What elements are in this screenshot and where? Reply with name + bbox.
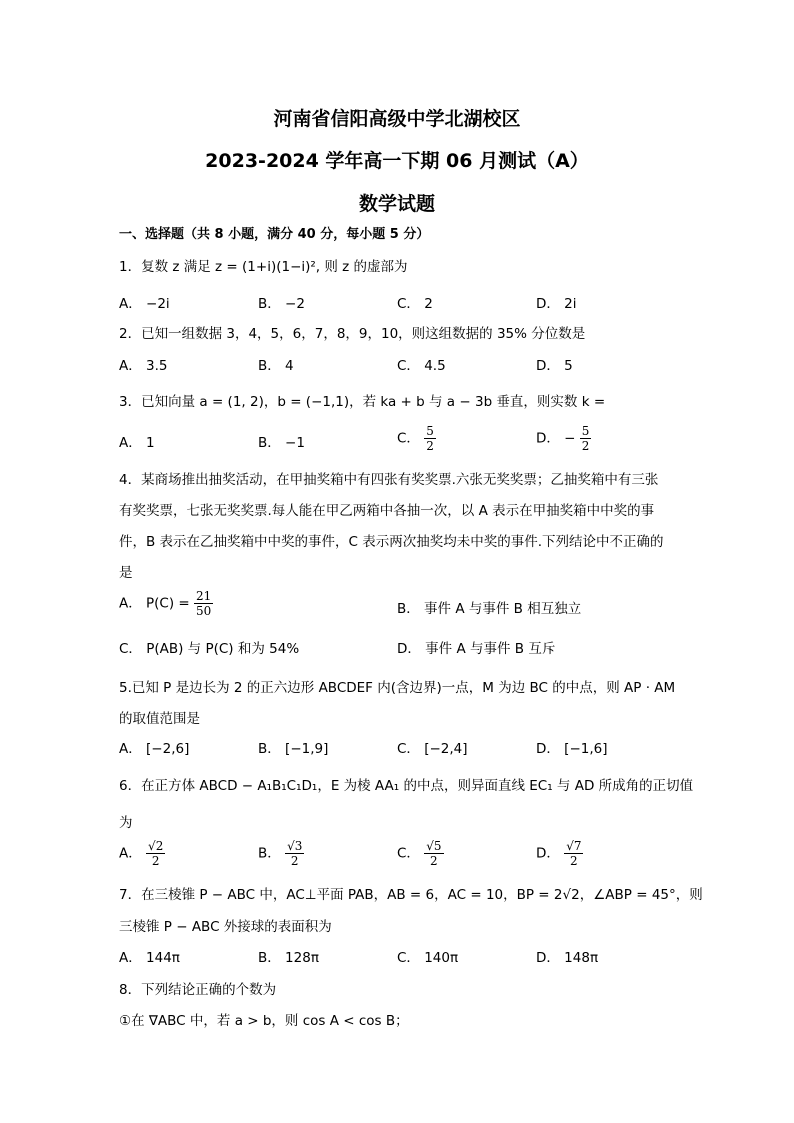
fraction-denominator: 2 bbox=[290, 854, 299, 868]
q6-option-b bbox=[258, 839, 304, 868]
fraction-denominator: 2 bbox=[581, 439, 590, 453]
question-8-stem: 8．下列结论正确的个数为 bbox=[119, 982, 277, 998]
q6-option-c-label: C． bbox=[397, 845, 420, 862]
q1-option-c: C． 2 bbox=[397, 296, 433, 312]
q6-option-c-fraction bbox=[424, 839, 443, 868]
q7-option-b: B． 128π bbox=[258, 950, 319, 966]
q4-option-a-fraction bbox=[194, 589, 213, 618]
school-title: 河南省信阳高级中学北湖校区 bbox=[273, 108, 521, 130]
subject-title: 数学试题 bbox=[358, 193, 435, 215]
q5-option-b: B． [−1,9] bbox=[258, 741, 329, 757]
fraction-denominator: 50 bbox=[196, 604, 212, 618]
question-4-line-2: 有奖奖票，七张无奖奖票.每人能在甲乙两箱中各抽一次，以 A 表示在甲抽奖箱中中奖的事 bbox=[119, 503, 655, 519]
q6-option-d-fraction bbox=[564, 839, 583, 868]
fraction-numerator: √5 bbox=[426, 839, 442, 853]
question-4-line-3: 件，B 表示在乙抽奖箱中中奖的事件，C 表示两次抽奖均未中奖的事件.下列结论中不正确的 bbox=[119, 534, 664, 550]
q6-option-c bbox=[397, 839, 444, 868]
question-1-stem: 1．复数 z 满足 z = (1+i)(1−i)², 则 z 的虚部为 bbox=[119, 259, 408, 275]
q5-option-a: A． [−2,6] bbox=[119, 741, 190, 757]
q6-option-a bbox=[119, 839, 165, 868]
q1-option-b: B． −2 bbox=[258, 296, 305, 312]
q3-option-c bbox=[397, 424, 436, 453]
q1-option-d: D． 2i bbox=[536, 296, 577, 312]
fraction-denominator: 2 bbox=[426, 439, 434, 453]
q5-option-d: D． [−1,6] bbox=[536, 741, 608, 757]
q6-option-a-label: A． bbox=[119, 845, 142, 862]
fraction-denominator: 2 bbox=[151, 854, 160, 868]
q3-option-c-fraction bbox=[424, 424, 436, 453]
q7-option-d: D． 148π bbox=[536, 950, 599, 966]
question-5-line-1: 5.已知 P 是边长为 2 的正六边形 ABCDEF 内(含边界)一点，M 为边 BC 的中点，则 AP · AM bbox=[119, 680, 676, 696]
q3-option-a: A． 1 bbox=[119, 435, 155, 451]
fraction-numerator: 5 bbox=[581, 424, 590, 438]
question-6-line-2: 为 bbox=[119, 815, 133, 831]
question-4-line-1: 4．某商场推出抽奖活动，在甲抽奖箱中有四张有奖奖票.六张无奖奖票；乙抽奖箱中有三张 bbox=[119, 472, 659, 488]
q6-option-a-fraction bbox=[146, 839, 165, 868]
q3-option-c-label: C． bbox=[397, 430, 420, 447]
q1-option-a: A． −2i bbox=[119, 296, 170, 312]
q2-option-c: C． 4.5 bbox=[397, 358, 446, 374]
exam-title: 2023-2024 学年高一下期 06 月测试（A） bbox=[205, 150, 589, 172]
question-6-line-1: 6．在正方体 ABCD − A₁B₁C₁D₁，E 为棱 AA₁ 的中点，则异面直线 EC₁ 与 AD 所成角的正切值 bbox=[119, 778, 694, 794]
q5-option-c: C． [−2,4] bbox=[397, 741, 468, 757]
question-7-line-1: 7．在三棱锥 P − ABC 中，AC⊥平面 PAB，AB = 6，AC = 10，BP = 2√2，∠ABP = 45°，则 bbox=[119, 887, 703, 903]
q4-option-b: B． 事件 A 与事件 B 相互独立 bbox=[397, 601, 582, 617]
q7-option-c: C． 140π bbox=[397, 950, 459, 966]
q7-option-a: A． 144π bbox=[119, 950, 180, 966]
q3-option-d bbox=[536, 424, 591, 453]
fraction-denominator: 2 bbox=[430, 854, 438, 868]
fraction-numerator: √7 bbox=[566, 839, 582, 853]
q6-option-d bbox=[536, 839, 583, 868]
question-4-line-4: 是 bbox=[119, 565, 133, 581]
q4-option-c: C． P(AB) 与 P(C) 和为 54% bbox=[119, 641, 300, 657]
section-heading: 一、选择题（共 8 小题，满分 40 分，每小题 5 分） bbox=[119, 227, 430, 242]
q6-option-b-label: B． bbox=[258, 845, 281, 862]
question-2-stem: 2．已知一组数据 3，4，5，6，7，8，9，10，则这组数据的 35% 分位数是 bbox=[119, 326, 586, 342]
q2-option-b: B． 4 bbox=[258, 358, 294, 374]
q3-option-d-label: D． − bbox=[536, 430, 576, 447]
q6-option-b-fraction bbox=[285, 839, 304, 868]
q4-option-a bbox=[119, 589, 213, 618]
fraction-denominator: 2 bbox=[570, 854, 578, 868]
fraction-numerator: √2 bbox=[148, 839, 164, 853]
question-3-stem: 3．已知向量 a = (1, 2)，b = (−1,1)，若 ka + b 与 a − 3b 垂直，则实数 k = bbox=[119, 394, 606, 410]
q3-option-b: B． −1 bbox=[258, 435, 305, 451]
q2-option-d: D． 5 bbox=[536, 358, 573, 374]
fraction-numerator: 5 bbox=[426, 424, 434, 438]
q6-option-d-label: D． bbox=[536, 845, 560, 862]
question-5-line-2: 的取值范围是 bbox=[119, 711, 200, 727]
q4-option-a-label: A． P(C) = bbox=[119, 595, 190, 612]
fraction-numerator: √3 bbox=[287, 839, 303, 853]
q3-option-d-fraction bbox=[580, 424, 592, 453]
fraction-numerator: 21 bbox=[196, 589, 212, 603]
q4-option-d: D． 事件 A 与事件 B 互斥 bbox=[397, 641, 556, 657]
question-8-item-1: ①在 ∇ABC 中，若 a > b，则 cos A < cos B； bbox=[119, 1013, 409, 1029]
q2-option-a: A． 3.5 bbox=[119, 358, 168, 374]
question-7-line-2: 三棱锥 P − ABC 外接球的表面积为 bbox=[119, 919, 332, 935]
